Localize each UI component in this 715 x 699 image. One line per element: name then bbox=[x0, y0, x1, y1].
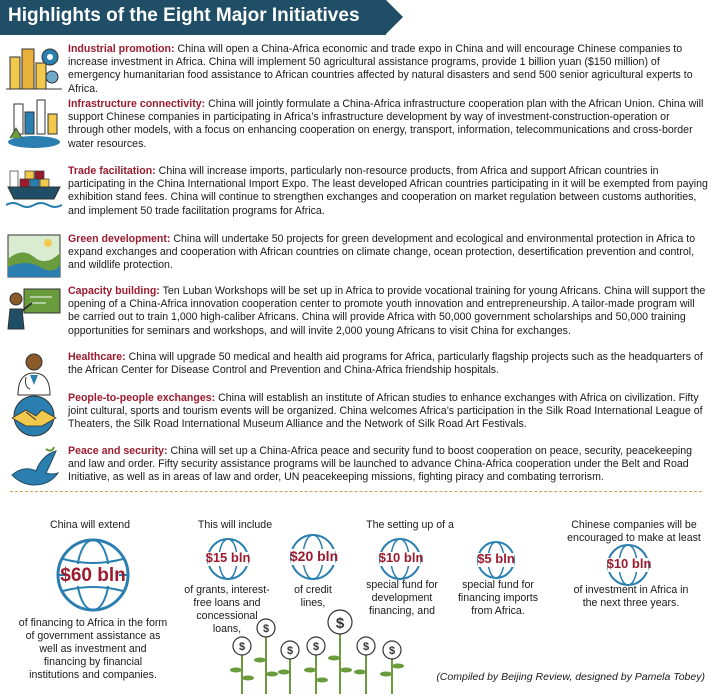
initiative-text: People-to-people exchanges: China will establish an institute of African studies to enhance exchanges with Africa on civilization. Fifty joint cultural, sports and tourism events will be organized. China welcomes Africa’s participation in the Silk Road International League of Theaters, the Silk Road International Museum Alliance and the Network of Silk Road Art Festivals. bbox=[68, 392, 703, 431]
page-title: Highlights of the Eight Major Initiatives bbox=[8, 5, 360, 26]
initiative-people-to-people bbox=[6, 392, 708, 442]
stat-description: of financing to Africa in the form of government assistance as well as investment and financing by financial institutions and companies. bbox=[18, 617, 168, 681]
stat-description: of investment in Africa in the next three years. bbox=[573, 584, 689, 609]
svg-text:$: $ bbox=[286, 645, 294, 657]
initiative-text: Peace and security: China will set up a China-Africa peace and security fund to boost cooperation on peace, security, peacekeeping and law and order. Fifty security assistance programs will be launched to advance China-Africa cooperation under the Belt and Road Initiative, as well as in areas of law and order, UN peacekeeping missions, fighting piracy and combating terrorism. bbox=[68, 445, 693, 484]
stat-amount: $10 bln bbox=[606, 556, 652, 571]
initiative-text: Infrastructure connectivity: China will jointly formulate a China-Africa infrastructure cooperation plan with the African Union. China will support Chinese companies in participating in Africa’s infrastructure development by way of investment-construction-operation or through other models, with a focus on enhancing cooperation on energy, transport, information, telecommunications and cross-border water resources. bbox=[68, 98, 704, 150]
header-banner bbox=[0, 0, 386, 35]
stat-intro: This will include bbox=[197, 519, 273, 531]
stat-intro: The setting up of a bbox=[366, 519, 454, 531]
industry-icon bbox=[6, 43, 62, 93]
initiative-text: Green development: China will undertake 50 projects for green development and ecological and environmental protection in Africa to expand exchanges and cooperation with African countries on climate change, ocean protection, desertification prevention and control, and wildlife protection. bbox=[68, 233, 696, 272]
initiative-text: Capacity building: Ten Luban Workshops will be set up in Africa to provide vocational training for young Africans. China will support the opening of a China-Africa innovation cooperation center to promote youth innovation and entrepreneurship. A tailor-made program will be carried out to train 1,000 high-caliber Africans. China will provide Africa with 50,000 government scholarships and 50,000 training opportunities for seminars and workshops, and will invite 2,000 young Africans to visit China for exchanges. bbox=[68, 285, 706, 337]
stat-amount: $20 bln bbox=[289, 548, 339, 564]
svg-text:$: $ bbox=[388, 645, 396, 657]
credit-line: (Compiled by Beijing Review, designed by Pamela Tobey) bbox=[436, 671, 705, 683]
landscape-icon bbox=[6, 233, 62, 283]
stat-description: of credit lines, bbox=[294, 584, 332, 609]
stat-description: special fund for financing imports from Africa. bbox=[457, 579, 539, 617]
dove-icon bbox=[6, 445, 62, 495]
initiative-infrastructure bbox=[6, 98, 708, 160]
initiative-text: Industrial promotion: China will open a China-Africa economic and trade expo in China and will encourage Chinese companies to increase investment in Africa. China will implement 50 agricultural assistance programs, provide 1 billion yuan ($150 million) of emergency humanitarian food assistance to African countries affected by natural disasters and send 500 senior agricultural experts to Africa. bbox=[68, 43, 693, 95]
svg-text:$: $ bbox=[262, 623, 270, 635]
initiative-capacity bbox=[6, 285, 708, 347]
initiative-industrial bbox=[6, 43, 708, 95]
cargo-ship-icon bbox=[6, 165, 62, 215]
initiative-healthcare bbox=[6, 351, 708, 391]
section-divider bbox=[10, 491, 702, 492]
svg-text:$: $ bbox=[238, 641, 246, 653]
svg-text:$: $ bbox=[335, 615, 345, 632]
stat-amount: $60 bln bbox=[60, 565, 126, 586]
initiative-text: Trade facilitation: China will increase imports, particularly non-resource products, from Africa and support African countries in participating in the China International Import Expo. The least developed African countries participating in it will be exempted from paying exhibition stand fees. China will continue to strengthen exchanges and cooperation on market regulation between customs authorities, and implement 50 trade facilitation programs for Africa. bbox=[68, 165, 708, 217]
money-plants-icon bbox=[220, 608, 420, 699]
svg-text:$: $ bbox=[362, 641, 370, 653]
svg-text:$: $ bbox=[312, 641, 320, 653]
initiative-green bbox=[6, 233, 708, 283]
stat-intro: Chinese companies will be encouraged to make at least bbox=[567, 519, 701, 544]
stat-description: special fund for development financing, and bbox=[366, 579, 438, 617]
stat-amount: $5 bln bbox=[477, 551, 515, 566]
initiative-peace bbox=[6, 445, 708, 493]
initiative-trade bbox=[6, 165, 708, 227]
city-infrastructure-icon bbox=[6, 98, 62, 148]
stat-description: of grants, interest-free loans and concessional loans, bbox=[184, 584, 270, 635]
stat-intro: China will extend bbox=[49, 519, 131, 531]
handshake-icon bbox=[6, 392, 62, 442]
stat-amount: $10 bln bbox=[378, 550, 424, 565]
stat-amount: $15 bln bbox=[205, 550, 251, 565]
initiative-text: Healthcare: China will upgrade 50 medical and health aid programs for Africa, particularly flagship projects such as the headquarters of the African Center for Disease Control and Prevention and China-Africa friendship hospitals. bbox=[68, 351, 703, 377]
teacher-icon bbox=[6, 285, 62, 335]
